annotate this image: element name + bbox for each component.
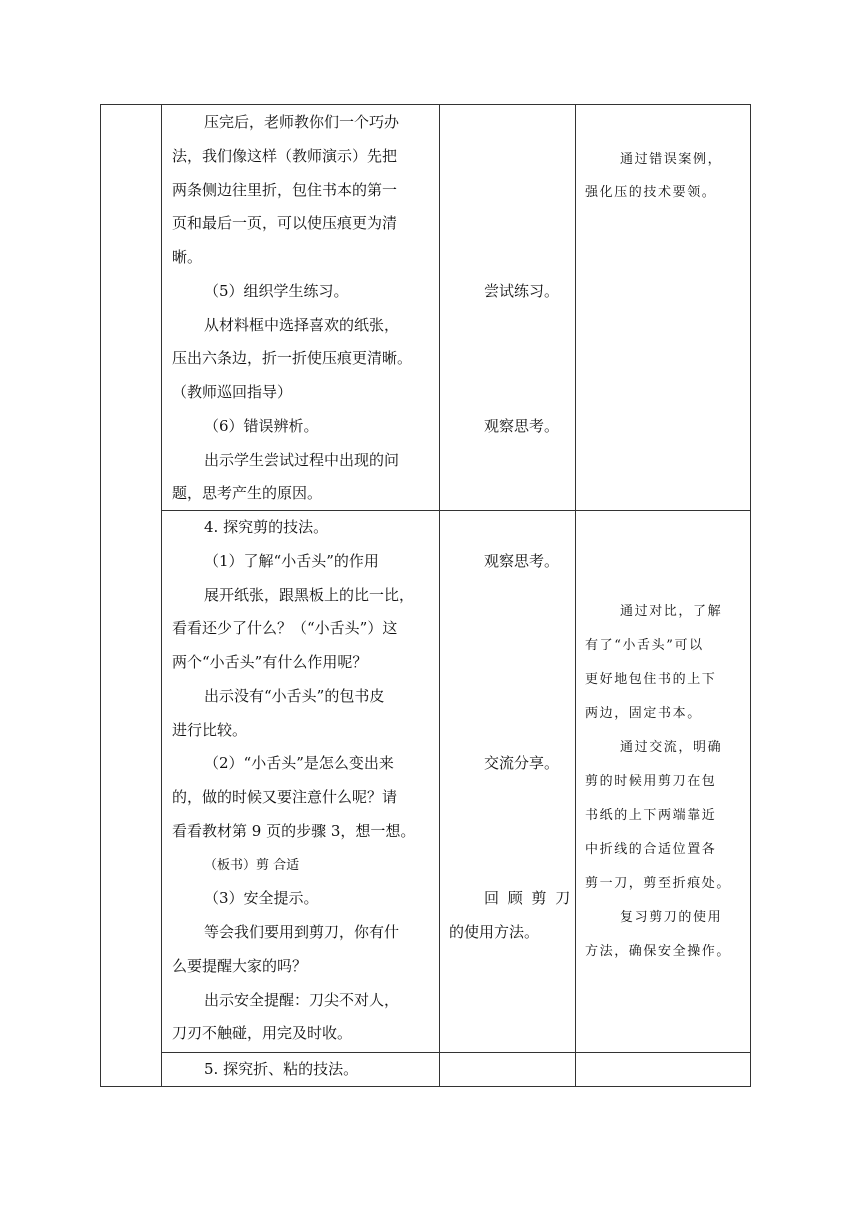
content-line: （教师巡回指导） — [172, 383, 293, 401]
content-line: （板书）剪 合适 — [204, 858, 300, 873]
content-line: 压出六条边，折一折使压痕更清晰。 — [172, 349, 413, 367]
design-intent: 方法，确保安全操作。 — [585, 944, 732, 959]
content-line: 看看教材第 9 页的步骤 3，想一想。 — [172, 822, 416, 840]
content-line: 刀刃不触碰，用完及时收。 — [172, 1024, 353, 1042]
design-intent: 通过对比，了解 — [620, 604, 723, 619]
design-intent: 更好地包住书的上下 — [585, 672, 717, 687]
design-intent: 强化压的技术要领。 — [585, 185, 717, 200]
student-activity: 观察思考。 — [484, 417, 560, 435]
content-line: 压完后，老师教你们一个巧办 — [204, 113, 400, 131]
design-intent: 剪的时候用剪刀在包 — [585, 774, 717, 789]
column-divider — [439, 105, 440, 1086]
student-activity: 尝试练习。 — [484, 282, 560, 300]
content-line: 法，我们像这样（教师演示）先把 — [172, 147, 398, 165]
content-line: 展开纸张，跟黑板上的比一比， — [204, 586, 415, 604]
content-line: 出示没有“小舌头”的包书皮 — [204, 687, 385, 705]
content-line: （3）安全提示。 — [204, 889, 319, 907]
content-line: 从材料框中选择喜欢的纸张， — [204, 316, 400, 334]
student-activity: 交流分享。 — [484, 754, 560, 772]
content-line: 4. 探究剪的技法。 — [204, 518, 329, 536]
design-intent: 两边，固定书本。 — [585, 706, 702, 721]
design-intent: 中折线的合适位置各 — [585, 842, 717, 857]
content-line: 等会我们要用到剪刀，你有什 — [204, 923, 400, 941]
design-intent: 通过错误案例， — [620, 152, 723, 167]
design-intent: 剪一刀，剪至折痕处。 — [585, 876, 732, 891]
row-divider — [161, 510, 750, 511]
student-activity: 观察思考。 — [484, 552, 560, 570]
student-activity: 回 顾 剪 刀 — [484, 889, 573, 907]
content-line: 出示安全提醒：刀尖不对人， — [204, 991, 400, 1009]
content-line: （5）组织学生练习。 — [204, 282, 349, 300]
content-line: 页和最后一页，可以使压痕更为清 — [172, 214, 398, 232]
content-line: 晰。 — [172, 248, 203, 266]
content-line: （6）错误辨析。 — [204, 417, 319, 435]
content-line: 两个“小舌头”有什么作用呢？ — [172, 653, 368, 671]
design-intent: 有了“小舌头”可以 — [585, 638, 704, 653]
column-divider — [161, 105, 162, 1086]
content-line: 看看还少了什么？（“小舌头”）这 — [172, 619, 398, 637]
content-line: 5. 探究折、粘的技法。 — [204, 1060, 359, 1078]
content-line: 两条侧边往里折，包住书本的第一 — [172, 181, 398, 199]
content-line: （1）了解“小舌头”的作用 — [204, 552, 379, 570]
content-line: 题，思考产生的原因。 — [172, 484, 323, 502]
content-line: （2）“小舌头”是怎么变出来 — [204, 754, 394, 772]
row-divider — [161, 1052, 750, 1053]
content-line: 出示学生尝试过程中出现的问 — [204, 451, 400, 469]
content-line: 么要提醒大家的吗？ — [172, 957, 308, 975]
design-intent: 复习剪刀的使用 — [620, 910, 723, 925]
design-intent: 通过交流，明确 — [620, 740, 723, 755]
column-divider — [575, 105, 576, 1086]
design-intent: 书纸的上下两端靠近 — [585, 808, 717, 823]
content-line: 的，做的时候又要注意什么呢？请 — [172, 788, 398, 806]
content-line: 进行比较。 — [172, 721, 248, 739]
student-activity: 的使用方法。 — [449, 923, 540, 941]
